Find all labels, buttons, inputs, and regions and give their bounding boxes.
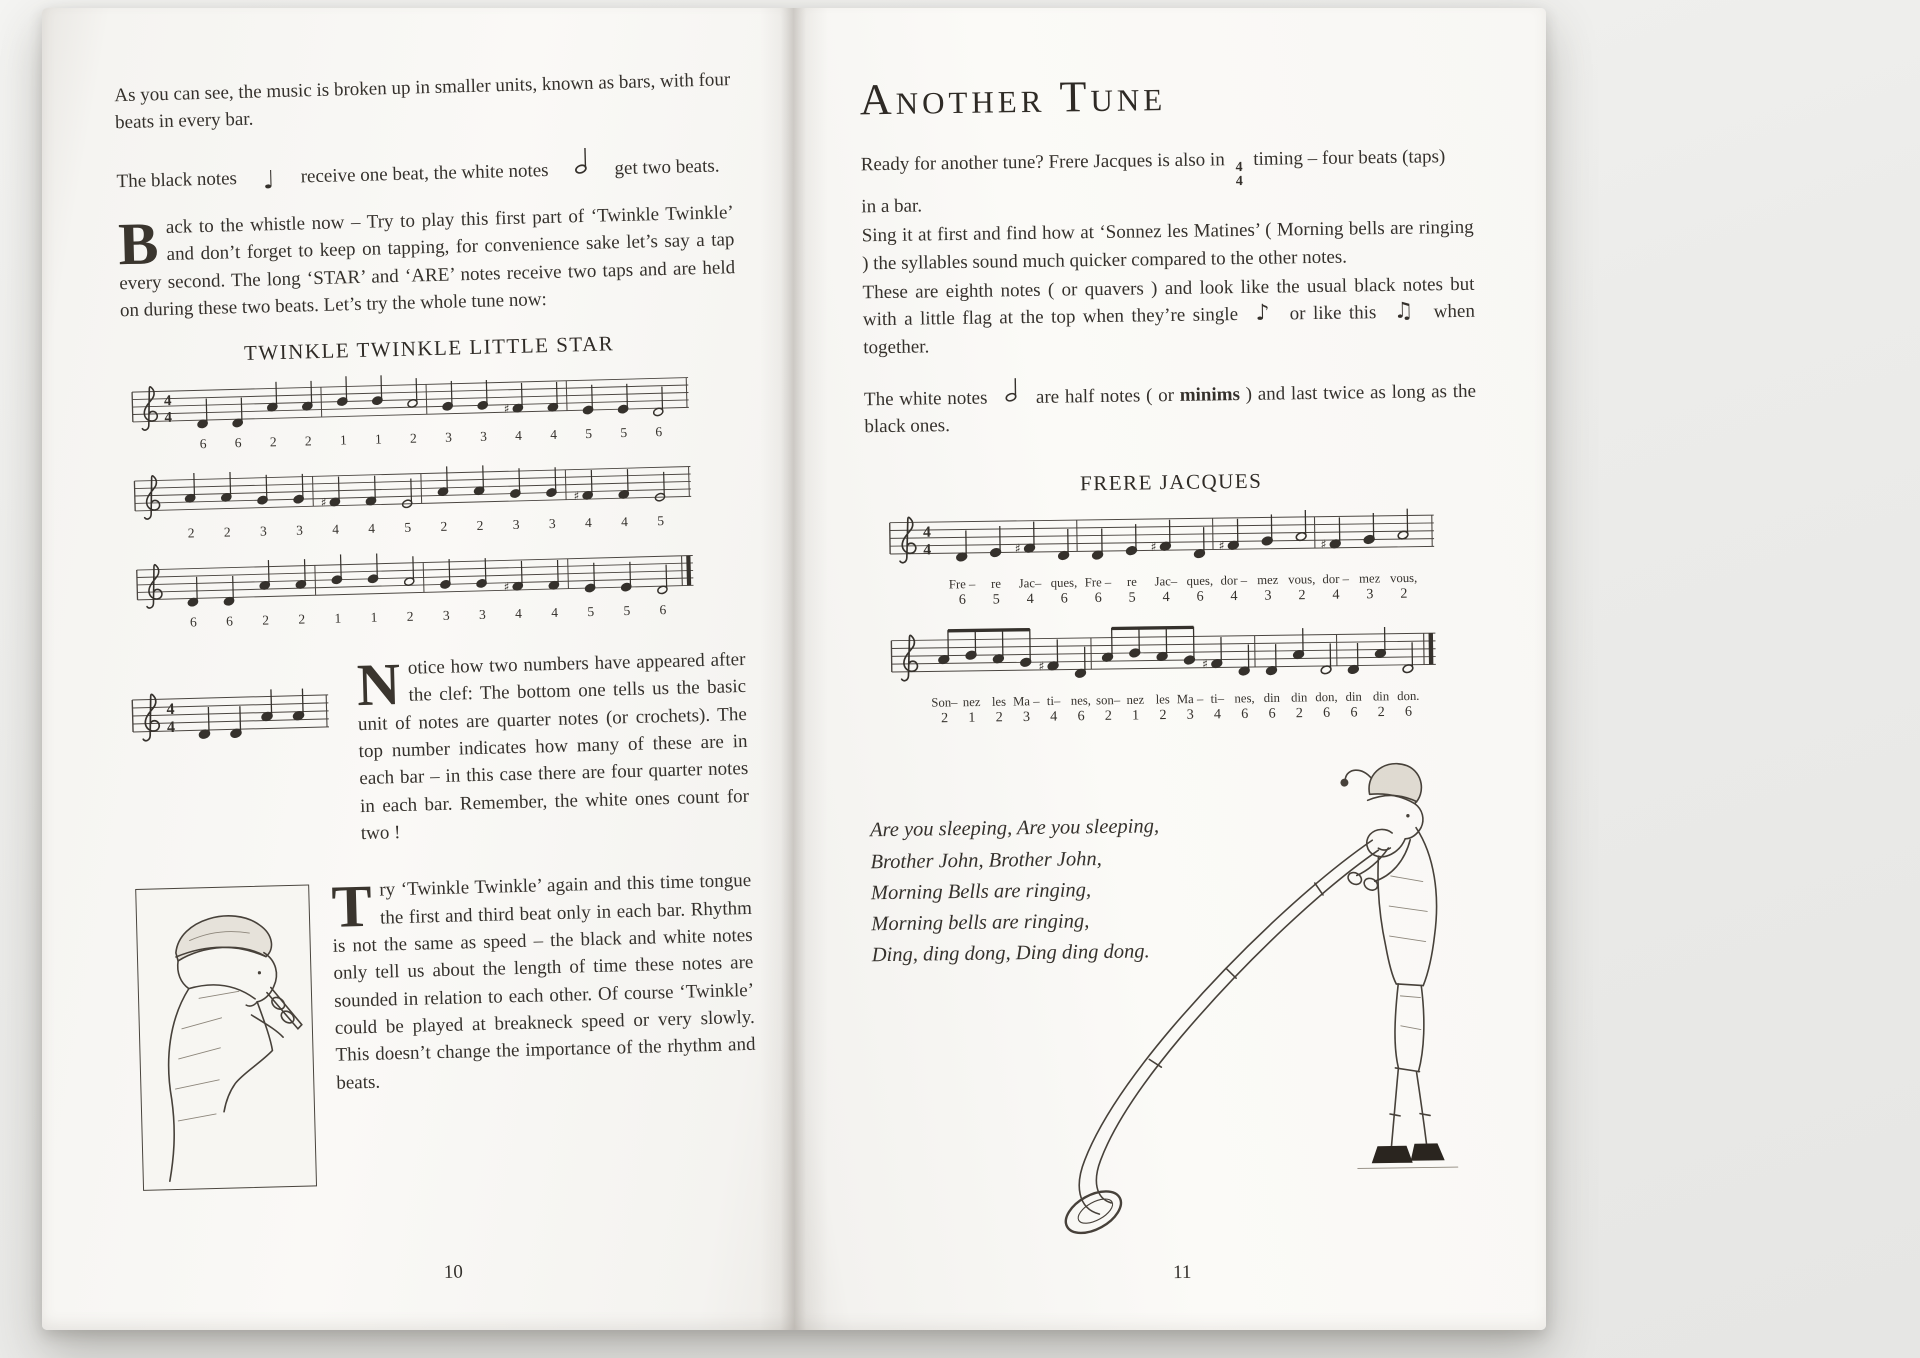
svg-text:4: 4 [1050, 708, 1058, 725]
page-left [42, 8, 794, 1330]
open-book [42, 8, 1546, 1330]
svg-text:5: 5 [404, 519, 412, 535]
eighth-text-c: when [1433, 301, 1476, 323]
page-left-content [114, 66, 762, 1308]
svg-text:3: 3 [478, 606, 486, 622]
eighth-text-b: or like this [1289, 302, 1377, 325]
svg-text:Fre –: Fre – [1084, 575, 1112, 590]
svg-text:4: 4 [923, 541, 932, 559]
svg-text:6: 6 [1323, 704, 1331, 722]
svg-text:2: 2 [476, 517, 484, 533]
page-number-left: 10 [443, 1261, 464, 1283]
svg-text:6: 6 [1094, 590, 1102, 607]
white-notes-paragraph [864, 371, 1477, 441]
try-paragraph [331, 867, 759, 1176]
time-signature-example-column [129, 657, 339, 864]
svg-text:2: 2 [1104, 708, 1113, 725]
svg-text:2: 2 [304, 433, 312, 449]
svg-text:din: din [1263, 691, 1281, 706]
svg-text:2: 2 [1159, 707, 1167, 724]
eighth-text-d: together. [863, 336, 930, 359]
svg-text:4: 4 [1026, 590, 1034, 608]
svg-text:don,: don, [1315, 690, 1338, 705]
chapter-heading: Another Tune [859, 71, 1167, 125]
svg-text:♯: ♯ [1038, 659, 1045, 674]
ready-text-b: timing – four beats (taps) [1253, 146, 1446, 171]
svg-text:3: 3 [442, 607, 450, 623]
svg-text:3: 3 [1366, 586, 1374, 603]
svg-text:5: 5 [585, 425, 593, 441]
svg-text:5: 5 [623, 602, 631, 618]
svg-text:♯: ♯ [320, 495, 327, 510]
svg-text:1: 1 [374, 431, 382, 447]
dropcap-b: B [117, 210, 160, 278]
svg-text:2: 2 [262, 612, 270, 628]
svg-text:nes,: nes, [1234, 691, 1255, 706]
svg-text:2: 2 [1400, 585, 1408, 602]
time-signature-example-staff [130, 683, 332, 759]
back-to-whistle-paragraph [118, 199, 737, 325]
back-to-whistle-text: ack to the whistle now – Try to play this first part of ‘Twinkle Twinkle’ and don’t forget to keep on tapping, for convenience sake let’s say a tap every second. The long ‘STAR’ and ‘ARE’ notes receive two taps and are held on during these two beats. Let’s try the whole tune now: [119, 202, 736, 322]
svg-text:4: 4 [550, 426, 558, 442]
svg-text:vous,: vous, [1389, 570, 1418, 586]
svg-text:Jac–: Jac– [1154, 574, 1178, 589]
svg-text:nez: nez [962, 695, 981, 710]
ready-text-a: Ready for another tune? Frere Jacques is also in [860, 149, 1225, 176]
minims-term: minims [1179, 384, 1241, 407]
ready-paragraph [861, 143, 1474, 220]
svg-text:1: 1 [1132, 707, 1140, 724]
svg-text:6: 6 [199, 435, 207, 451]
svg-text:re: re [1126, 574, 1137, 589]
lyric-line: Morning bells are ringing, [871, 910, 1090, 936]
try-text: ry ‘Twinkle Twinkle’ again and this time tongue the first and third beat only in each bar. Rhythm is not the same as speed – the black and white notes only tell us about the length of time these notes are sounded in relation to each other. Of course ‘Twinkle’ could be played at breakneck speed or very slowly. This doesn’t change the importance of the rhythm and beats. [332, 870, 756, 1094]
half-note-icon [574, 147, 589, 184]
svg-text:din: din [1345, 689, 1362, 705]
svg-text:Ma –: Ma – [1012, 694, 1040, 709]
svg-text:5: 5 [992, 591, 1000, 608]
svg-text:don.: don. [1397, 689, 1420, 704]
svg-text:nes,: nes, [1070, 693, 1092, 708]
svg-text:5: 5 [620, 424, 628, 440]
svg-text:2: 2 [406, 608, 414, 624]
svg-text:4: 4 [332, 521, 340, 537]
svg-text:6: 6 [189, 614, 198, 630]
dropcap-n: N [356, 650, 402, 718]
svg-text:4: 4 [368, 520, 376, 536]
svg-text:ti–: ti– [1046, 694, 1061, 709]
svg-text:2: 2 [1377, 704, 1385, 721]
svg-text:ques,: ques, [1186, 573, 1214, 589]
black-notes-text-post: get two beats. [614, 155, 720, 179]
svg-text:2: 2 [187, 525, 195, 541]
svg-text:♯: ♯ [1202, 657, 1209, 672]
svg-text:4: 4 [163, 392, 172, 410]
svg-text:mez: mez [1359, 571, 1381, 586]
svg-text:2: 2 [409, 430, 418, 446]
svg-text:4: 4 [620, 513, 629, 529]
svg-text:mez: mez [1257, 572, 1279, 588]
page-right [794, 8, 1546, 1330]
svg-text:Jac–: Jac– [1018, 576, 1042, 591]
quarter-note-icon: ♩ [262, 164, 276, 194]
white-notes-end: ) and last twice as long as the black ones. [864, 380, 1477, 438]
svg-text:les: les [991, 694, 1007, 710]
svg-text:4: 4 [1162, 589, 1170, 606]
time-signature-bottom: 4 [1235, 173, 1243, 189]
svg-text:2: 2 [223, 524, 231, 540]
frere-title: FRERE JACQUES [1079, 468, 1263, 496]
twinkle-staff-3 [135, 544, 697, 642]
notice-paragraph [356, 646, 750, 848]
svg-text:3: 3 [259, 523, 267, 539]
intro-paragraph: As you can see, the music is broken up in smaller units, known as bars, with four beats in every bar. [114, 69, 731, 134]
time-signature-top: 4 [1235, 160, 1243, 176]
svg-text:5: 5 [587, 603, 595, 619]
svg-text:4: 4 [584, 514, 592, 530]
svg-text:5: 5 [1128, 589, 1136, 606]
notice-text: otice how two numbers have appeared after the clef: The bottom one tells us the basic unit of notes are quarter notes (or crochets). The top number indicates how many of these are in each bar – in this case there are four quarter notes in each bar. Remember, the white ones count for two ! [357, 648, 750, 845]
svg-text:♯: ♯ [1320, 537, 1327, 552]
dropcap-t: T [330, 873, 373, 941]
ready-text-c: in a bar. [861, 195, 923, 218]
svg-text:6: 6 [225, 613, 234, 629]
svg-text:6: 6 [1268, 705, 1276, 722]
svg-text:1: 1 [334, 610, 342, 626]
svg-text:Son–: Son– [931, 695, 958, 710]
lyrics-and-figure-row [869, 743, 1489, 1311]
svg-text:4: 4 [514, 427, 523, 443]
twinkle-title: TWINKLE TWINKLE LITTLE STAR [243, 330, 615, 365]
svg-text:2: 2 [995, 709, 1003, 726]
svg-text:din: din [1372, 689, 1390, 704]
beamed-eighth-notes-icon: ♫ [1393, 298, 1417, 325]
lyric-line: Morning Bells are ringing, [870, 878, 1092, 904]
lyric-line: Are you sleeping, Are you sleeping, [869, 815, 1160, 842]
svg-text:5: 5 [657, 512, 665, 529]
page-number-right: 11 [1172, 1261, 1192, 1283]
boy-whistler-illustration [135, 885, 317, 1191]
svg-text:♯: ♯ [1014, 541, 1021, 556]
eighth-notes-paragraph [862, 271, 1475, 362]
lyric-line: Brother John, Brother John, [870, 847, 1102, 873]
svg-text:4: 4 [1213, 706, 1222, 723]
white-notes-mid: are half notes ( or [1035, 385, 1175, 409]
eighth-text-a: These are eighth notes ( or quavers ) and look like the usual black notes but with a little flag at the top when they’re single [862, 273, 1475, 331]
svg-text:dor –: dor – [1322, 571, 1350, 587]
svg-text:1: 1 [968, 709, 976, 727]
svg-text:3: 3 [548, 515, 556, 531]
svg-text:les: les [1155, 692, 1170, 707]
svg-text:2: 2 [298, 611, 306, 627]
svg-text:2: 2 [269, 433, 277, 450]
black-notes-text-pre: The black notes [116, 167, 238, 192]
svg-text:♯: ♯ [503, 579, 510, 594]
frere-staff-1 [888, 503, 1437, 619]
svg-text:1: 1 [339, 432, 347, 448]
twinkle-staff-1 [130, 366, 692, 464]
svg-text:2: 2 [940, 710, 949, 727]
svg-text:4: 4 [166, 718, 176, 736]
white-notes-pre: The white notes [863, 387, 988, 411]
svg-text:vous,: vous, [1288, 572, 1316, 587]
page-right-content [859, 60, 1488, 1304]
svg-text:son–: son– [1096, 693, 1121, 708]
svg-text:3: 3 [1264, 587, 1272, 604]
black-notes-text-mid: receive one beat, the white notes [300, 159, 549, 188]
lyric-line: Ding, ding dong, Ding ding dong. [871, 940, 1150, 967]
svg-text:3: 3 [295, 522, 304, 538]
twinkle-staff-2 [132, 455, 694, 553]
time-signature-inline [1236, 161, 1243, 188]
svg-text:4: 4 [514, 605, 523, 621]
svg-text:3: 3 [512, 516, 520, 532]
svg-text:6: 6 [1241, 706, 1249, 723]
svg-text:6: 6 [958, 591, 966, 608]
svg-text:4: 4 [166, 700, 175, 718]
half-note-icon [1005, 387, 1024, 408]
svg-text:re: re [991, 576, 1002, 591]
notice-row [129, 646, 750, 864]
svg-text:4: 4 [164, 409, 173, 426]
svg-text:4: 4 [1230, 588, 1238, 605]
alphorn-player-illustration [1017, 715, 1495, 1307]
black-white-notes-line [116, 143, 733, 195]
svg-text:6: 6 [1404, 703, 1413, 720]
svg-text:Ma –: Ma – [1176, 692, 1204, 707]
svg-text:3: 3 [1186, 706, 1194, 724]
svg-text:3: 3 [444, 429, 453, 445]
svg-text:dor –: dor – [1220, 573, 1248, 588]
svg-text:♯: ♯ [1218, 538, 1225, 553]
svg-text:2: 2 [1295, 705, 1304, 722]
svg-text:ques,: ques, [1050, 575, 1078, 591]
try-row [135, 867, 759, 1191]
svg-text:2: 2 [440, 518, 448, 534]
svg-text:din: din [1290, 690, 1308, 705]
svg-text:♯: ♯ [503, 401, 510, 416]
svg-text:6: 6 [234, 434, 242, 451]
svg-text:4: 4 [1332, 586, 1340, 603]
eighth-note-icon: ♪ [1255, 300, 1273, 327]
svg-text:ti–: ti– [1210, 691, 1225, 707]
svg-text:3: 3 [479, 428, 488, 444]
svg-text:6: 6 [1077, 708, 1085, 725]
svg-text:3: 3 [1022, 709, 1031, 726]
svg-text:♯: ♯ [1150, 539, 1157, 554]
svg-text:6: 6 [655, 423, 663, 440]
svg-text:4: 4 [551, 604, 559, 620]
svg-text:Fre –: Fre – [948, 577, 976, 592]
sing-paragraph: Sing it at first and find how at ‘Sonnez les Matines’ ( Morning bells are ringing ) the syllables sound much quicker compared to the other notes. [861, 217, 1474, 274]
svg-text:4: 4 [923, 523, 932, 541]
svg-text:6: 6 [1196, 588, 1204, 605]
svg-text:6: 6 [659, 601, 667, 618]
svg-text:1: 1 [370, 609, 378, 625]
svg-text:2: 2 [1298, 587, 1306, 604]
svg-text:6: 6 [1350, 704, 1358, 721]
svg-text:♯: ♯ [573, 488, 580, 503]
svg-text:6: 6 [1060, 590, 1068, 607]
svg-text:nez: nez [1126, 692, 1145, 708]
